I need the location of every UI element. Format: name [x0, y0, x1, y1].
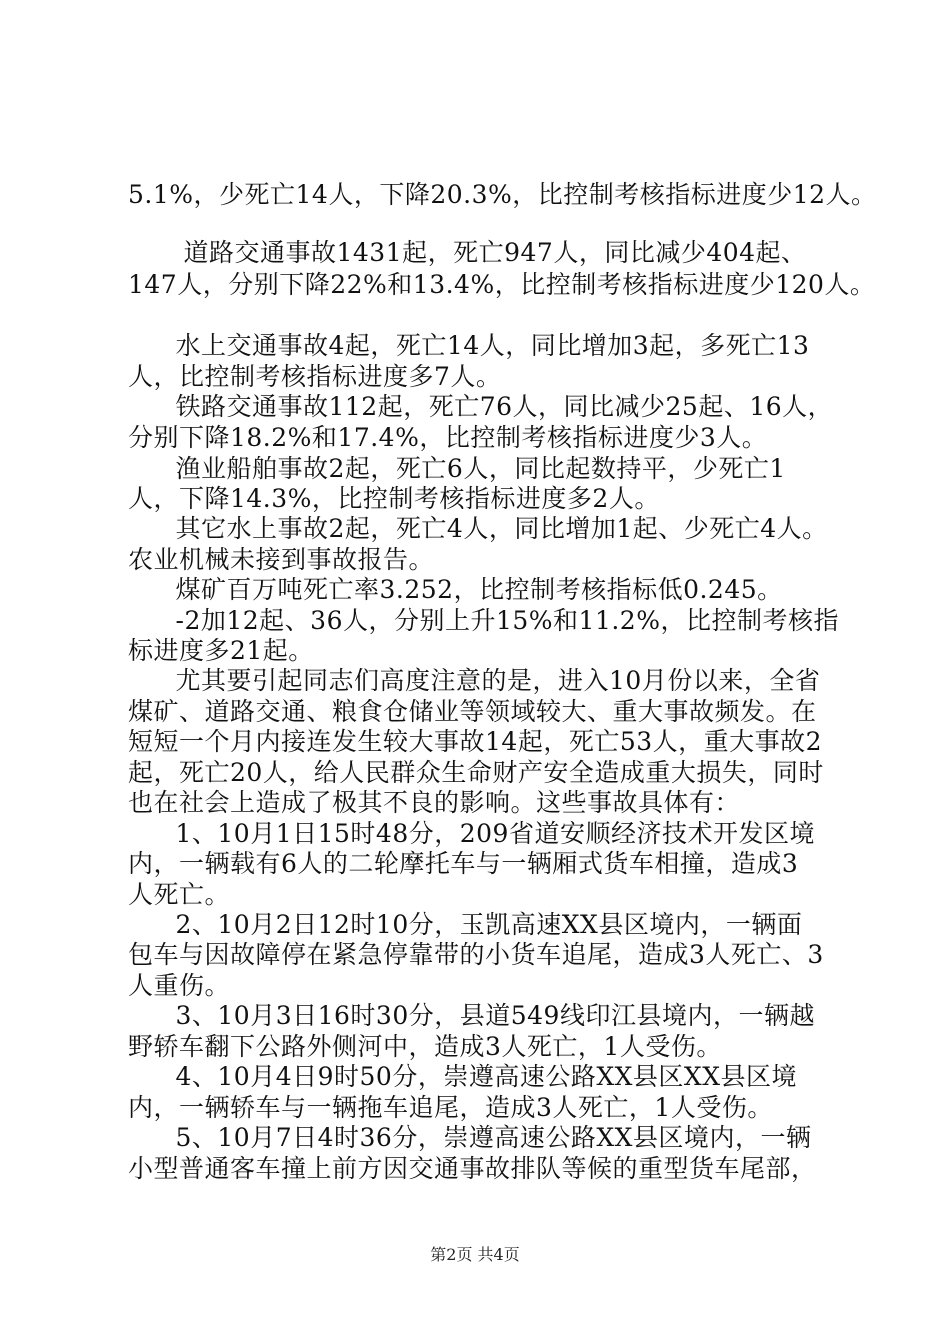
paragraph-coal-mine: 煤矿百万吨死亡率3.252，比控制考核指标低0.245。 [150, 575, 783, 604]
body-line: 内，一辆轿车与一辆拖车追尾，造成3人死亡，1人受伤。 [128, 1093, 773, 1122]
accident-item-5: 5、10月7日4时36分，崇遵高速公路XX县区境内，一辆 [150, 1123, 812, 1152]
body-line: 野轿车翻下公路外侧河中，造成3人死亡，1人受伤。 [128, 1032, 722, 1061]
paragraph-other-water: 其它水上事故2起，死亡4人，同比增加1起、少死亡4人。 [150, 514, 828, 543]
body-line: 小型普通客车撞上前方因交通事故排队等候的重型货车尾部， [128, 1154, 817, 1183]
body-line: 人，下降14.3%，比控制考核指标进度多2人。 [128, 484, 660, 513]
accident-item-3: 3、10月3日16时30分，县道549线印江县境内，一辆越 [150, 1001, 815, 1030]
paragraph-railway: 铁路交通事故112起，死亡76人，同比减少25起、16人， [150, 392, 834, 421]
paragraph-road-traffic: 道路交通事故1431起，死亡947人，同比减少404起、 [158, 238, 807, 267]
page-footer: 第2页 共4页 [430, 1245, 520, 1264]
body-line: 标进度多21起。 [128, 636, 314, 665]
body-line: 人，比控制考核指标进度多7人。 [128, 362, 502, 391]
body-line: 人重伤。 [128, 971, 231, 1000]
body-line: 147人，分别下降22%和13.4%，比控制考核指标进度少120人。 [128, 270, 876, 299]
body-line: 内，一辆载有6人的二轮摩托车与一辆厢式货车相撞，造成3 [128, 849, 799, 878]
body-line: 短短一个月内接连发生较大事故14起，死亡53人，重大事故2 [128, 727, 823, 756]
accident-item-2: 2、10月2日12时10分，玉凯高速XX县区境内，一辆面 [150, 910, 803, 939]
accident-item-1: 1、10月1日15时48分，209省道安顺经济技术开发区境 [150, 819, 815, 848]
body-line: 起，死亡20人，给人民群众生命财产安全造成重大损失，同时 [128, 758, 824, 787]
paragraph-increase: -2加12起、36人，分别上升15%和11.2%，比控制考核指 [150, 606, 839, 635]
paragraph-water-traffic: 水上交通事故4起，死亡14人，同比增加3起，多死亡13 [150, 331, 810, 360]
body-line: 农业机械未接到事故报告。 [128, 545, 435, 574]
body-line: 人死亡。 [128, 880, 231, 909]
body-line: 也在社会上造成了极其不良的影响。这些事故具体有： [128, 788, 741, 817]
paragraph-fishing: 渔业船舶事故2起，死亡6人，同比起数持平，少死亡1 [150, 454, 786, 483]
accident-item-4: 4、10月4日9时50分，崇遵高速公路XX县区XX县区境 [150, 1062, 798, 1091]
paragraph-attention: 尤其要引起同志们高度注意的是，进入10月份以来，全省 [150, 666, 821, 695]
body-line: 分别下降18.2%和17.4%，比控制考核指标进度少3人。 [128, 423, 768, 452]
body-line: 包车与因故障停在紧急停靠带的小货车追尾，造成3人死亡、3 [128, 940, 824, 969]
body-line: 煤矿、道路交通、粮食仓储业等领域较大、重大事故频发。在 [128, 697, 817, 726]
body-line: 5.1%，少死亡14人，下降20.3%，比控制考核指标进度少12人。 [128, 180, 877, 209]
